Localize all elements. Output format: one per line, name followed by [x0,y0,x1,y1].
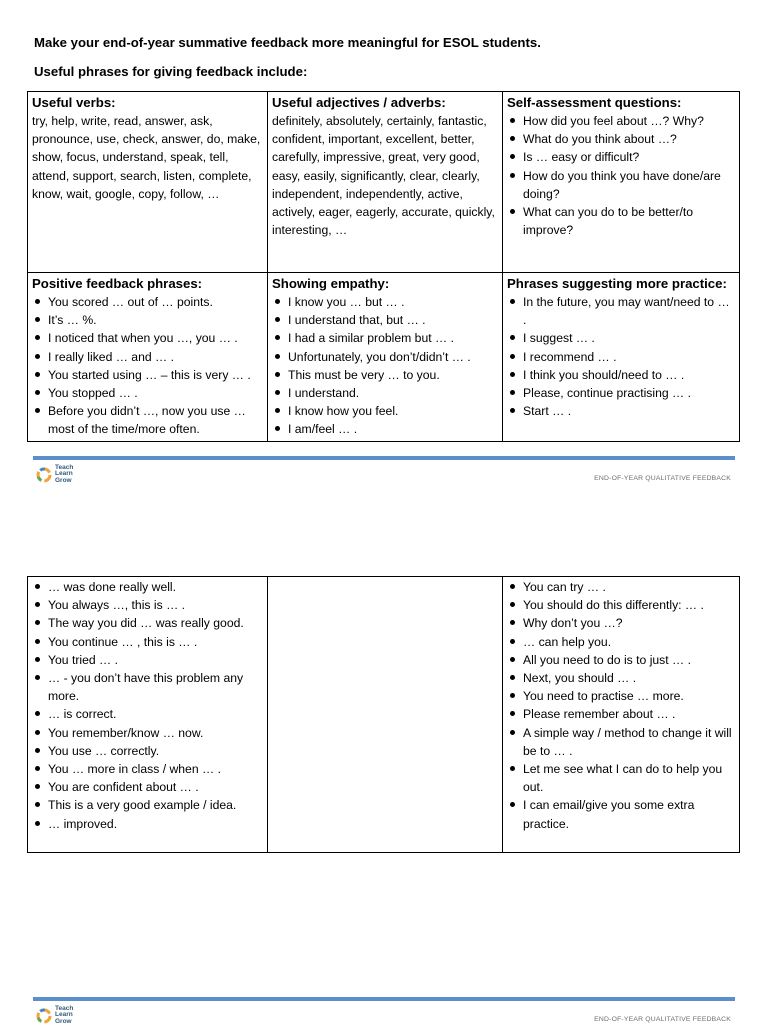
positive-feedback-title: Positive feedback phrases: [32,276,203,291]
useful-adjectives-cell [268,92,503,273]
list-item: You can try … . [507,578,735,596]
logo-icon [36,1008,52,1024]
positive-feedback-list [32,578,263,833]
more-practice-cell [503,577,740,853]
footer-divider [33,456,735,460]
logo-wordmark: Teach Learn Grow [55,464,74,484]
feedback-phrases-table-continued [27,576,740,853]
list-item: You should do this differently: … . [507,596,735,614]
list-item: … is correct. [32,705,263,723]
list-item: You tried … . [32,651,263,669]
list-item: You use … correctly. [32,742,263,760]
list-item: The way you did … was really good. [32,614,263,632]
useful-verbs-text: try, help, write, read, answer, ask, pronounce, use, check, answer, do, make, show, focus, understand, speak, tell, attend, support, search, listen, complete, know, wait, google, copy, follow, … [32,114,261,201]
footer-label: END-OF-YEAR QUALITATIVE FEEDBACK [594,475,731,482]
list-item: … - you don’t have this problem any more. [32,669,263,705]
footer-divider [33,997,735,1001]
useful-adjectives-text: definitely, absolutely, certainly, fantastic, confident, important, excellent, better, carefully, impressive, great, very good, easy, easily, significantly, clear, clearly, independent, independently, active, actively, eager, eagerly, accurate, quickly, interesting, … [272,114,495,238]
list-item: You … more in class / when … . [32,760,263,778]
page-subtitle: Useful phrases for giving feedback include: [34,64,308,79]
list-item: … improved. [32,815,263,833]
list-item: What can you do to be better/to improve? [507,203,735,239]
list-item: Start … . [507,402,735,420]
list-item: Next, you should … . [507,669,735,687]
positive-feedback-cell [28,273,268,442]
positive-feedback-list [32,293,263,439]
list-item: What do you think about …? [507,130,735,148]
list-item: How did you feel about …? Why? [507,112,735,130]
showing-empathy-title: Showing empathy: [272,276,390,291]
list-item: I had a similar problem but … . [272,329,498,347]
list-item: All you need to do is to just … . [507,651,735,669]
list-item: I recommend … . [507,348,735,366]
teach-learn-grow-logo [36,465,96,487]
list-item: I think you should/need to … . [507,366,735,384]
list-item: Let me see what I can do to help you out. [507,760,735,796]
list-item: In the future, you may want/need to … . [507,293,735,329]
list-item: You scored … out of … points. [32,293,263,311]
list-item: I know you … but … . [272,293,498,311]
list-item: You started using … – this is very … . [32,366,263,384]
list-item: I understand that, but … . [272,311,498,329]
list-item: I suggest … . [507,329,735,347]
teach-learn-grow-logo [36,1006,96,1028]
positive-feedback-cell [28,577,268,853]
self-assessment-cell [503,92,740,273]
page-title: Make your end-of-year summative feedback more meaningful for ESOL students. [34,35,541,50]
list-item: I am/feel … . [272,420,498,438]
list-item: You continue … , this is … . [32,633,263,651]
list-item: … can help you. [507,633,735,651]
self-assessment-title: Self-assessment questions: [507,95,682,110]
list-item: Please, continue practising … . [507,384,735,402]
list-item: You always …, this is … . [32,596,263,614]
more-practice-list [507,293,735,420]
useful-adjectives-title: Useful adjectives / adverbs: [272,95,446,110]
list-item: You stopped … . [32,384,263,402]
list-item: A simple way / method to change it will be to … . [507,724,735,760]
list-item: How do you think you have done/are doing? [507,167,735,203]
list-item: Unfortunately, you don’t/didn’t … . [272,348,498,366]
list-item: This must be very … to you. [272,366,498,384]
list-item: You are confident about … . [32,778,263,796]
list-item: … was done really well. [32,578,263,596]
self-assessment-list [507,112,735,239]
showing-empathy-list [272,293,498,439]
list-item: I understand. [272,384,498,402]
more-practice-title: Phrases suggesting more practice: [507,276,727,291]
list-item: Before you didn’t …, now you use … most of the time/more often. [32,402,263,438]
list-item: You need to practise … more. [507,687,735,705]
logo-wordmark: Teach Learn Grow [55,1005,74,1025]
showing-empathy-cell [268,577,503,853]
list-item: I can email/give you some extra practice. [507,796,735,832]
useful-verbs-cell [28,92,268,273]
list-item: Why don’t you …? [507,614,735,632]
footer-label: END-OF-YEAR QUALITATIVE FEEDBACK [594,1016,731,1023]
more-practice-cell [503,273,740,442]
more-practice-list [507,578,735,833]
list-item: Is … easy or difficult? [507,148,735,166]
feedback-phrases-table [27,91,740,442]
list-item: I know how you feel. [272,402,498,420]
list-item: You remember/know … now. [32,724,263,742]
list-item: I noticed that when you …, you … . [32,329,263,347]
list-item: Please remember about … . [507,705,735,723]
list-item: I really liked … and … . [32,348,263,366]
list-item: It’s … %. [32,311,263,329]
showing-empathy-cell [268,273,503,442]
logo-icon [36,467,52,483]
useful-verbs-title: Useful verbs: [32,95,116,110]
list-item: This is a very good example / idea. [32,796,263,814]
